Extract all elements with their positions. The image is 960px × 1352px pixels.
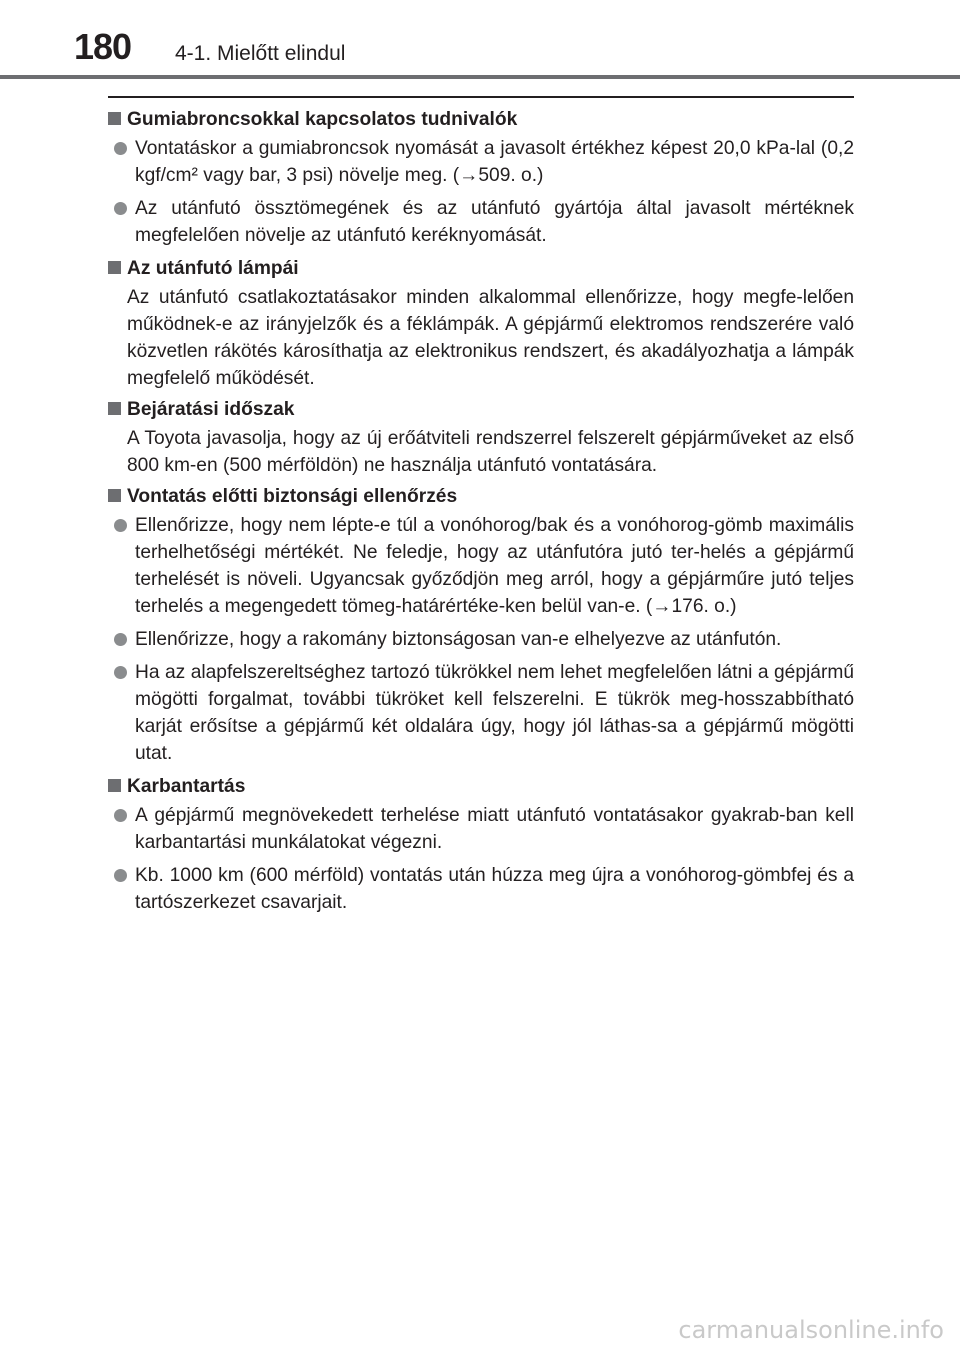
- square-bullet-icon: [108, 112, 121, 125]
- section-title: Bejáratási időszak: [127, 399, 295, 420]
- round-bullet-icon: [114, 809, 127, 822]
- list-item: [114, 802, 854, 856]
- content-top-rule: [108, 96, 854, 98]
- section-heading: [108, 255, 854, 284]
- square-bullet-icon: [108, 779, 121, 792]
- square-bullet-icon: [108, 402, 121, 415]
- list-item-text: A gépjármű megnövekedett terhelése miatt utánfutó vontatásakor gyakrab-ban kell karbantartási munkálatokat végezni.: [135, 805, 854, 853]
- round-bullet-icon: [114, 633, 127, 646]
- page-number: 180: [74, 26, 132, 67]
- list-item: [114, 512, 854, 620]
- watermark: carmanualsonline.info: [678, 1316, 944, 1344]
- list-item-text: Ha az alapfelszereltséghez tartozó tükrökkel nem lehet megfelelően látni a gépjármű mögötti forgalmat, további tükröket kell felszerelni. E tükrök meg-hosszabbítható karját erősítse a gépjármű két oldalára úgy, hogy jól láthas-sa a gépjármű mögötti utat.: [135, 662, 854, 764]
- round-bullet-icon: [114, 869, 127, 882]
- section-safety-check: [108, 483, 854, 767]
- list-item: [114, 195, 854, 249]
- round-bullet-icon: [114, 142, 127, 155]
- page-header: [0, 0, 960, 80]
- chapter-title: 4-1. Mielőtt elindul: [175, 42, 346, 65]
- list-item: [114, 862, 854, 916]
- section-paragraph: Az utánfutó csatlakoztatásakor minden alkalommal ellenőrizze, hogy megfe-lelően működnek-e az irányjelzők és a féklámpák. A gépjármű elektromos rendszerére való közvetlen rákötés károsíthatja az elektronikus rendszert, és akadályozhatja a lámpák megfelelő működését.: [127, 287, 854, 389]
- section-title: Az utánfutó lámpái: [127, 258, 299, 279]
- section-trailer-lights: [108, 255, 854, 392]
- section-title: Karbantartás: [127, 776, 246, 797]
- list-item-text: Ellenőrizze, hogy nem lépte-e túl a vonóhorog/bak és a vonóhorog-gömb maximális terhelhetőségi mértékét. Ne feledje, hogy az utánfutóra jutó ter-helés a gépjármű terhelését is növeli. Ugyancsak győződjön meg arról, hogy a gépjárműre jutó teljes terhelés a megengedett tömeg-határértéke-ken belül van-e. (→176. o.): [135, 515, 854, 617]
- round-bullet-icon: [114, 666, 127, 679]
- section-heading: [108, 106, 854, 135]
- square-bullet-icon: [108, 489, 121, 502]
- section-break-in: [108, 396, 854, 479]
- list-item-text: Kb. 1000 km (600 mérföld) vontatás után húzza meg újra a vonóhorog-gömbfej és a tartószerkezet csavarjait.: [135, 865, 854, 913]
- list-item-text: Az utánfutó össztömegének és az utánfutó gyártója által javasolt mértéknek megfelelően növelje az utánfutó keréknyomását.: [135, 198, 854, 246]
- section-heading: [108, 396, 854, 425]
- list-item-text: Ellenőrizze, hogy a rakomány biztonságosan van-e elhelyezve az utánfutón.: [135, 629, 782, 650]
- section-maintenance: [108, 773, 854, 916]
- list-item: [114, 659, 854, 767]
- section-title: Gumiabroncsokkal kapcsolatos tudnivalók: [127, 109, 518, 130]
- section-tires: [108, 106, 854, 249]
- list-item-text: Vontatáskor a gumiabroncsok nyomását a javasolt értékhez képest 20,0 kPa-lal (0,2 kgf/cm² vagy bar, 3 psi) növelje meg. (→509. o.): [135, 138, 854, 186]
- section-heading: [108, 773, 854, 802]
- page-content: [108, 106, 854, 922]
- section-title: Vontatás előtti biztonsági ellenőrzés: [127, 486, 458, 507]
- list-item: [114, 135, 854, 189]
- round-bullet-icon: [114, 519, 127, 532]
- section-paragraph: A Toyota javasolja, hogy az új erőátviteli rendszerrel felszerelt gépjárműveket az első 800 km-en (500 mérföldön) ne használja utánfutó vontatására.: [127, 428, 854, 476]
- section-heading: [108, 483, 854, 512]
- header-divider: [0, 75, 960, 79]
- round-bullet-icon: [114, 202, 127, 215]
- square-bullet-icon: [108, 261, 121, 274]
- list-item: [114, 626, 854, 653]
